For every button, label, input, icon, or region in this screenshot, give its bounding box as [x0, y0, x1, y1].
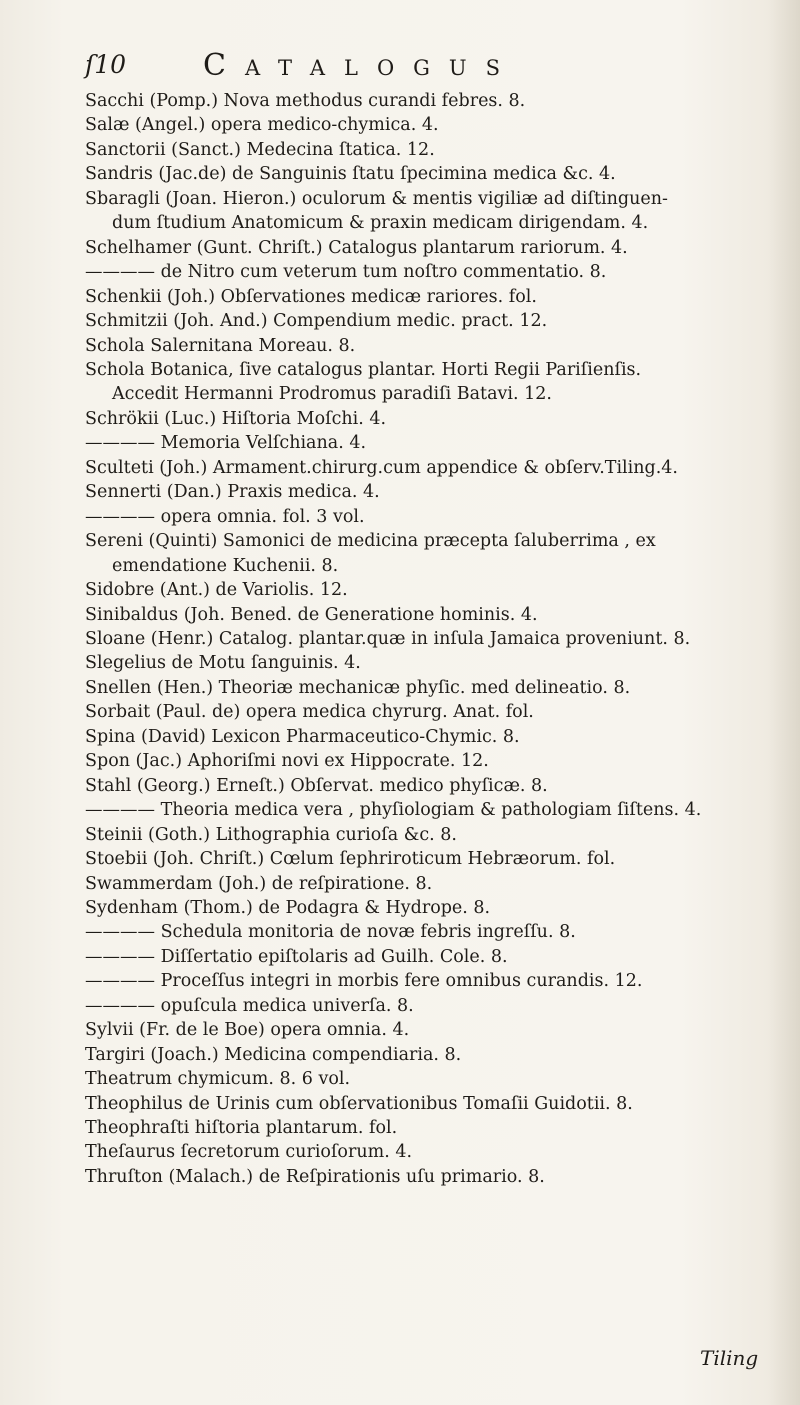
catalogue-entry: Theſaurus ſecretorum curioſorum. 4.: [85, 1142, 413, 1163]
catalogue-entry: Theatrum chymicum. 8. 6 vol.: [85, 1069, 351, 1090]
catalogue-entry-continuation: emendatione Kuchenii. 8.: [112, 555, 339, 576]
catalogue-entry: ———— Diſſertatio epiſtolaris ad Guilh. Cole. 8.: [85, 946, 508, 967]
catalogue-entry: Sculteti (Joh.) Armament.chirurg.cum appendice & obſerv.Tiling.4.: [85, 457, 678, 478]
catalogue-entries: [85, 89, 775, 1189]
catalogue-entry: Thruſton (Malach.) de Reſpirationis uſu primario. 8.: [85, 1166, 545, 1187]
catalogue-entry: Theophilus de Urinis cum obſervationibus Tomaſii Guidotii. 8.: [85, 1093, 633, 1114]
catalogue-entry: ———— de Nitro cum veterum tum noſtro commentatio. 8.: [85, 262, 607, 283]
catalogue-entry: Targiri (Joach.) Medicina compendiaria. 8.: [85, 1044, 462, 1065]
catalogue-entry: Sydenham (Thom.) de Podagra & Hydrope. 8.: [85, 897, 491, 918]
catalogue-entry: Schrökii (Luc.) Hiſtoria Moſchi. 4.: [85, 408, 387, 429]
catalogue-entry: ———— Memoria Velſchiana. 4.: [85, 433, 367, 454]
catalogue-entry: Schelhamer (Gunt. Chriſt.) Catalogus plantarum rariorum. 4.: [85, 237, 628, 258]
catalogue-entry: Schola Salernitana Moreau. 8.: [85, 335, 356, 356]
catchword: Tiling: [700, 1346, 759, 1370]
catalogue-entry: Spina (David) Lexicon Pharmaceutico-Chymic. 8.: [85, 726, 520, 747]
catalogue-entry: Sinibaldus (Joh. Bened. de Generatione hominis. 4.: [85, 604, 538, 625]
catalogue-entry: Sereni (Quinti) Samonici de medicina præcepta ſaluberrima , ex: [85, 531, 656, 552]
catalogue-entry: ———— opuſcula medica univerſa. 8.: [85, 995, 414, 1016]
catalogue-entry: ———— Theoria medica vera , phyſiologiam & pathologiam ſiſtens. 4.: [85, 800, 702, 821]
catalogue-entry-continuation: dum ſtudium Anatomicum & praxin medicam dirigendam. 4.: [112, 213, 649, 234]
page-number: ſ10: [85, 50, 127, 79]
catalogue-entry: Sorbait (Paul. de) opera medica chyrurg. Anat. fol.: [85, 702, 534, 723]
catalogue-entry: Stahl (Georg.) Erneſt.) Obſervat. medico phyſicæ. 8.: [85, 775, 548, 796]
running-title: Catalogus: [203, 48, 520, 83]
catalogue-entry: Schenkii (Joh.) Obſervationes medicæ rariores. fol.: [85, 286, 537, 307]
catalogue-entry: ———— opera omnia. fol. 3 vol.: [85, 506, 365, 527]
catalogue-entry: Steinii (Goth.) Lithographia curioſa &c. 8.: [85, 824, 457, 845]
catalogue-entry: Swammerdam (Joh.) de reſpiratione. 8.: [85, 873, 433, 894]
catalogue-entry: Sandris (Jac.de) de Sanguinis ſtatu ſpecimina medica &c. 4.: [85, 164, 616, 185]
catalogue-entry: Sacchi (Pomp.) Nova methodus curandi febres. 8.: [85, 91, 526, 111]
catalogue-entry: Sbaragli (Joan. Hieron.) oculorum & mentis vigiliæ ad diſtinguen-: [85, 188, 668, 209]
catalogue-entry: Spon (Jac.) Aphoriſmi novi ex Hippocrate. 12.: [85, 751, 489, 772]
catalogue-entry: ———— Proceſſus integri in morbis fere omnibus curandis. 12.: [85, 971, 643, 992]
catalogue-entry: Sennerti (Dan.) Praxis medica. 4.: [85, 482, 380, 503]
catalogue-entry: Sidobre (Ant.) de Variolis. 12.: [85, 580, 348, 601]
catalogue-entry: Slegelius de Motu ſanguinis. 4.: [85, 653, 361, 674]
catalogue-entry: ———— Schedula monitoria de novæ febris ingreſſu. 8.: [85, 922, 576, 943]
catalogue-entry: Schmitzii (Joh. And.) Compendium medic. pract. 12.: [85, 311, 548, 332]
catalogue-entry: Sylvii (Fr. de le Boe) opera omnia. 4.: [85, 1020, 410, 1041]
catalogue-entry: Schola Botanica, ſive catalogus plantar. Horti Regii Pariſienſis.: [85, 359, 642, 380]
catalogue-entry-continuation: Accedit Hermanni Prodromus paradiſi Batavi. 12.: [112, 384, 552, 405]
catalogue-entry: Theophraſti hiſtoria plantarum. fol.: [85, 1118, 398, 1139]
catalogue-entry: Sloane (Henr.) Catalog. plantar.quæ in inſula Jamaica proveniunt. 8.: [85, 628, 691, 649]
catalogue-entry: Sanctorii (Sanct.) Medecina ſtatica. 12.: [85, 139, 435, 160]
catalogue-entry: Stoebii (Joh. Chriſt.) Cœlum ſephriroticum Hebræorum. fol.: [85, 849, 616, 870]
page-header: [85, 48, 725, 92]
catalogue-entry: Snellen (Hen.) Theoriæ mechanicæ phyſic. med delineatio. 8.: [85, 677, 631, 698]
catalogue-entry: Salæ (Angel.) opera medico-chymica. 4.: [85, 115, 439, 136]
